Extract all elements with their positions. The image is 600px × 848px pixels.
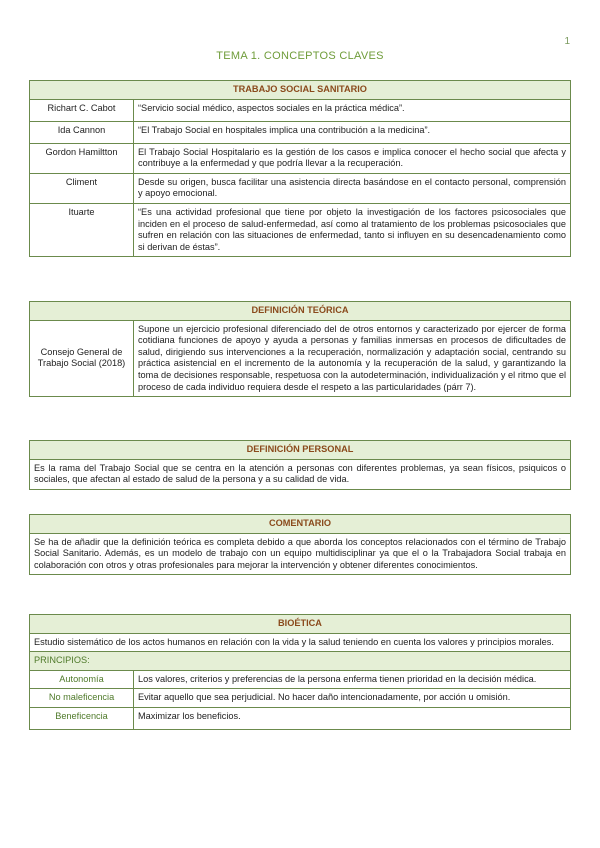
principio-text: Maximizar los beneficios. (134, 707, 571, 729)
author-definition: “Servicio social médico, aspectos sociales en la práctica médica”. (134, 99, 571, 121)
table-row (30, 173, 571, 203)
author-name: Ida Cannon (30, 121, 134, 143)
trabajo-social-table (29, 80, 571, 257)
principio-name: Autonomía (30, 670, 134, 689)
page-title: TEMA 1. CONCEPTOS CLAVES (216, 50, 384, 62)
table-row (30, 689, 571, 708)
bioetica-table (29, 614, 571, 730)
author-definition: “El Trabajo Social en hospitales implica una contribución a la medicina”. (134, 121, 571, 143)
definicion-teorica-table (29, 301, 571, 397)
section-text: Estudio sistemático de los actos humanos en relación con la vida y la salud teniendo en cuenta los valores y principios morales. (30, 633, 571, 652)
author-name: Consejo General de Trabajo Social (2018) (30, 320, 134, 397)
principio-text: Evitar aquello que sea perjudicial. No hacer daño intencionadamente, por acción u omisión. (134, 689, 571, 708)
author-definition: Desde su origen, busca facilitar una asistencia directa basándose en el contacto personal, comprensión y apoyo emocional. (134, 173, 571, 203)
comentario-table (29, 514, 571, 575)
section-header: DEFINICIÓN TEÓRICA (30, 302, 571, 321)
principio-text: Los valores, criterios y preferencias de la persona enferma tienen prioridad en la decisión médica. (134, 670, 571, 689)
table-row (30, 320, 571, 397)
author-name: Gordon Hamiltton (30, 143, 134, 173)
table-row (30, 652, 571, 671)
table-row (30, 121, 571, 143)
table-row (30, 633, 571, 652)
principio-name: No maleficencia (30, 689, 134, 708)
section-text: Es la rama del Trabajo Social que se centra en la atención a personas con diferentes problemas, ya sean físicos, psiquicos o sociales, que afectan al estado de salud de la persona y a su calidad de vida. (30, 459, 571, 489)
section-header: DEFINICIÓN PERSONAL (30, 441, 571, 460)
table-row (30, 143, 571, 173)
author-name: Climent (30, 173, 134, 203)
section-header: BIOÉTICA (30, 615, 571, 634)
table-row (30, 670, 571, 689)
section-header: TRABAJO SOCIAL SANITARIO (30, 81, 571, 100)
author-definition: El Trabajo Social Hospitalario es la gestión de los casos e implica conocer el hecho social que afecta y contribuye a la enfermedad y que podría llevar a la recuperación. (134, 143, 571, 173)
author-definition: “Es una actividad profesional que tiene por objeto la investigación de los factores psicosociales que inciden en el proceso de salud-enfermedad, así como al tratamiento de los problemas psicosociales que sufren en relación con las situaciones de enfermedad, tanto si influyen en su desencadenamiento como si derivan de éstas”. (134, 203, 571, 256)
section-header: COMENTARIO (30, 515, 571, 534)
section-text: Se ha de añadir que la definición teórica es completa debido a que aborda los conceptos relacionados con el término de Trabajo Social Sanitario. Además, es un modelo de trabajo con un equipo multidisciplinar ya que el o la Trabajadora Social trabaja en colaboración con otros y otras profesionales para mejorar la intervención y obtener diferentes conocimientos. (30, 533, 571, 575)
principios-label: PRINCIPIOS: (30, 652, 571, 671)
table-row (30, 459, 571, 489)
page-number: 1 (564, 36, 570, 47)
table-row (30, 533, 571, 575)
author-definition: Supone un ejercicio profesional diferenciado del de otros entornos y caracterizado por ejercer de forma cotidiana funciones de apoyo y ayuda a personas y familias inmersas en procesos de dificultades de salud, dirigiendo sus intervenciones a la recuperación, normalización y adaptación social, centrando su práctica asistencial en el incremento de la autonomía y la recuperación de la salud, y garantizando la toma de decisiones responsable, respetuosa con la autodeterminación, individualización y el ritmo que el proceso de cada individuo requiera desde el respeto a las particularidades (párr 7). (134, 320, 571, 397)
table-row (30, 707, 571, 729)
table-row (30, 203, 571, 256)
author-name: Ituarte (30, 203, 134, 256)
table-row (30, 99, 571, 121)
author-name: Richart C. Cabot (30, 99, 134, 121)
definicion-personal-table (29, 440, 571, 490)
principio-name: Beneficencia (30, 707, 134, 729)
